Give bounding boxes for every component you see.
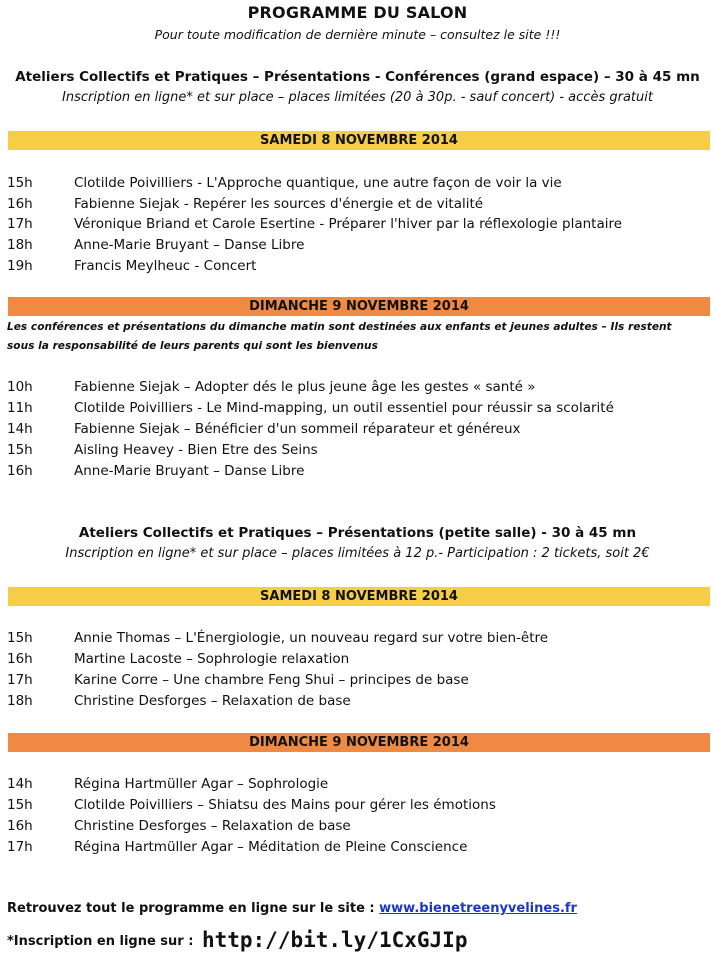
item-time: 16h: [7, 818, 33, 834]
item-time: 14h: [7, 421, 33, 437]
item-time: 15h: [7, 442, 33, 458]
item-description: Clotilde Poivilliers - L'Approche quantique, une autre façon de voir la vie: [74, 175, 562, 191]
item-time: 17h: [7, 839, 33, 855]
item-time: 17h: [7, 216, 33, 232]
petite-salle-subheading: Inscription en ligne* et sur place – places limitées à 12 p.- Participation : 2 tickets, soit 2€: [65, 546, 650, 561]
item-time: 10h: [7, 379, 33, 395]
sunday-note-line-2: sous la responsabilité de leurs parents qui sont les bienvenus: [7, 340, 378, 352]
petite-salle-heading: Ateliers Collectifs et Pratiques – Présentations (petite salle) - 30 à 45 mn: [78, 525, 637, 541]
item-description: Fabienne Siejak – Adopter dés le plus jeune âge les gestes « santé »: [74, 379, 536, 395]
item-description: Véronique Briand et Carole Esertine - Préparer l'hiver par la réflexologie plantaire: [74, 216, 623, 232]
petite-salle-saturday-band: SAMEDI 8 NOVEMBRE 2014: [8, 587, 710, 606]
item-time: 15h: [7, 630, 33, 646]
grand-espace-subheading: Inscription en ligne* et sur place – places limitées (20 à 30p. - sauf concert) - accès gratuit: [62, 90, 653, 105]
item-description: Christine Desforges – Relaxation de base: [74, 693, 351, 709]
item-time: 16h: [7, 463, 33, 479]
item-description: Clotilde Poivilliers - Le Mind-mapping, un outil essentiel pour réussir sa scolarité: [74, 400, 614, 416]
sunday-note-line-1: Les conférences et présentations du dimanche matin sont destinées aux enfants et jeunes adultes – Ils restent: [7, 321, 672, 333]
footer-inscription-line: [7, 928, 467, 952]
grand-espace-saturday-band: SAMEDI 8 NOVEMBRE 2014: [8, 131, 710, 150]
item-time: 14h: [7, 776, 33, 792]
page-title: PROGRAMME DU SALON: [247, 3, 468, 22]
item-time: 18h: [7, 693, 33, 709]
item-time: 18h: [7, 237, 33, 253]
item-time: 15h: [7, 175, 33, 191]
item-time: 11h: [7, 400, 33, 416]
item-description: Fabienne Siejak – Bénéficier d'un sommeil réparateur et généreux: [74, 421, 521, 437]
page-subtitle: Pour toute modification de dernière minute – consultez le site !!!: [154, 27, 561, 42]
item-time: 16h: [7, 196, 33, 212]
petite-salle-sunday-band: DIMANCHE 9 NOVEMBRE 2014: [8, 733, 710, 752]
grand-espace-heading: Ateliers Collectifs et Pratiques – Présentations - Conférences (grand espace) – 30 à 45 mn: [15, 69, 700, 85]
item-description: Clotilde Poivilliers – Shiatsu des Mains pour gérer les émotions: [74, 797, 496, 813]
footer-inscription-text: *Inscription en ligne sur :: [7, 934, 194, 949]
item-time: 15h: [7, 797, 33, 813]
item-description: Christine Desforges – Relaxation de base: [74, 818, 351, 834]
item-time: 16h: [7, 651, 33, 667]
item-description: Karine Corre – Une chambre Feng Shui – principes de base: [74, 672, 469, 688]
footer-programme-text: Retrouvez tout le programme en ligne sur le site :: [7, 901, 380, 916]
item-description: Régina Hartmüller Agar – Sophrologie: [74, 776, 329, 792]
item-description: Aisling Heavey - Bien Etre des Seins: [74, 442, 318, 458]
item-description: Fabienne Siejak - Repérer les sources d'énergie et de vitalité: [74, 196, 484, 212]
item-description: Anne-Marie Bruyant – Danse Libre: [74, 463, 305, 479]
inscription-link[interactable]: http://bit.ly/1CxGJIp: [201, 928, 468, 952]
website-link[interactable]: www.bienetreenyvelines.fr: [379, 901, 577, 916]
item-description: Régina Hartmüller Agar – Méditation de Pleine Conscience: [74, 839, 468, 855]
item-description: Martine Lacoste – Sophrologie relaxation: [74, 651, 350, 667]
item-description: Francis Meylheuc - Concert: [74, 258, 257, 274]
grand-espace-sunday-band: DIMANCHE 9 NOVEMBRE 2014: [8, 297, 710, 316]
item-description: Anne-Marie Bruyant – Danse Libre: [74, 237, 305, 253]
item-description: Annie Thomas – L'Énergiologie, un nouveau regard sur votre bien-être: [74, 630, 549, 646]
item-time: 17h: [7, 672, 33, 688]
item-time: 19h: [7, 258, 33, 274]
footer-programme-line: [7, 901, 577, 916]
